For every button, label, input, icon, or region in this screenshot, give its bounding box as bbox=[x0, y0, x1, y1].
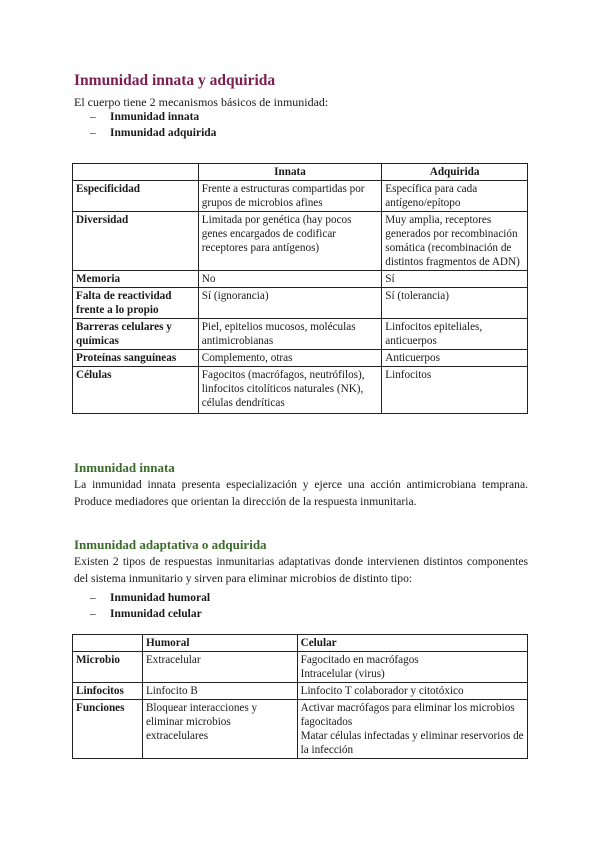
table-row bbox=[73, 212, 528, 271]
comparison-table bbox=[72, 163, 528, 414]
table-cell: Fagocitos (macrófagos, neutrófilos), linfocitos citolíticos naturales (NK), células dendríticas bbox=[198, 367, 382, 414]
table-cell: Linfocitos epiteliales, anticuerpos bbox=[382, 319, 528, 350]
table-header-row bbox=[73, 635, 528, 652]
table-row bbox=[73, 319, 528, 350]
table-cell: Sí (ignorancia) bbox=[198, 288, 382, 319]
table-cell: Sí bbox=[382, 271, 528, 288]
table-cell: Células bbox=[73, 367, 199, 414]
adaptive-paragraph: Existen 2 tipos de respuestas inmunitarias adaptativas donde intervienen distintos componentes del sistema inmunitario y sirven para eliminar microbios de distinto tipo: bbox=[74, 555, 528, 585]
table-cell: Funciones bbox=[73, 700, 143, 759]
mechanisms-list bbox=[90, 109, 216, 141]
table-row bbox=[73, 683, 528, 700]
table-cell: Falta de reactividad frente a lo propio bbox=[73, 288, 199, 319]
table-header-cell: Innata bbox=[198, 164, 382, 181]
table-cell: Frente a estructuras compartidas por grupos de microbios afines bbox=[198, 181, 382, 212]
table-header-cell bbox=[73, 164, 199, 181]
innate-heading: Inmunidad innata bbox=[74, 460, 175, 475]
table-row bbox=[73, 652, 528, 683]
table-cell: Proteínas sanguíneas bbox=[73, 350, 199, 367]
innate-paragraph: La inmunidad innata presenta especialización y ejerce una acción antimicrobiana temprana. Produce mediadores que orientan la dirección de la respuesta inmunitaria. bbox=[74, 478, 528, 508]
adaptive-heading: Inmunidad adaptativa o adquirida bbox=[74, 537, 267, 552]
table-row bbox=[73, 350, 528, 367]
table-header-cell: Adquirida bbox=[382, 164, 528, 181]
table-row bbox=[73, 271, 528, 288]
table-cell: Bloquear interacciones y eliminar microbios extracelulares bbox=[142, 700, 297, 759]
intro-text: El cuerpo tiene 2 mecanismos básicos de inmunidad: bbox=[74, 95, 329, 109]
table-row bbox=[73, 181, 528, 212]
table-cell: Limitada por genética (hay pocos genes encargados de codificar receptores para antígenos) bbox=[198, 212, 382, 271]
table-cell: Linfocito B bbox=[142, 683, 297, 700]
table-cell: No bbox=[198, 271, 382, 288]
table-cell: Extracelular bbox=[142, 652, 297, 683]
table-cell: Linfocito T colaborador y citotóxico bbox=[297, 683, 527, 700]
table-cell: Linfocitos bbox=[73, 683, 143, 700]
table-cell: Linfocitos bbox=[382, 367, 528, 414]
table-cell: Específica para cada antígeno/epítopo bbox=[382, 181, 528, 212]
list-item: – Inmunidad innata bbox=[90, 109, 216, 125]
table-header-cell bbox=[73, 635, 143, 652]
table-cell: Anticuerpos bbox=[382, 350, 528, 367]
table-cell: Activar macrófagos para eliminar los microbios fagocitados Matar células infectadas y eliminar reservorios de la infección bbox=[297, 700, 527, 759]
table-header-row bbox=[73, 164, 528, 181]
adaptive-types-list bbox=[90, 590, 210, 622]
list-item: – Inmunidad adquirida bbox=[90, 125, 216, 141]
table-row bbox=[73, 700, 528, 759]
table-cell: Piel, epitelios mucosos, moléculas antimicrobianas bbox=[198, 319, 382, 350]
table-cell: Sí (tolerancia) bbox=[382, 288, 528, 319]
list-item: – Inmunidad humoral bbox=[90, 590, 210, 606]
table-row bbox=[73, 367, 528, 414]
table-header-cell: Celular bbox=[297, 635, 527, 652]
table-cell: Memoria bbox=[73, 271, 199, 288]
table-header-cell: Humoral bbox=[142, 635, 297, 652]
table-cell: Muy amplia, receptores generados por recombinación somática (recombinación de distintos fragmentos de ADN) bbox=[382, 212, 528, 271]
document-title: Inmunidad innata y adquirida bbox=[74, 72, 276, 89]
table-cell: Microbio bbox=[73, 652, 143, 683]
adaptive-table bbox=[72, 634, 528, 759]
list-item: – Inmunidad celular bbox=[90, 606, 210, 622]
table-row bbox=[73, 288, 528, 319]
table-cell: Barreras celulares y químicas bbox=[73, 319, 199, 350]
table-cell: Especificidad bbox=[73, 181, 199, 212]
table-cell: Diversidad bbox=[73, 212, 199, 271]
table-cell: Complemento, otras bbox=[198, 350, 382, 367]
table-cell: Fagocitado en macrófagos Intracelular (virus) bbox=[297, 652, 527, 683]
